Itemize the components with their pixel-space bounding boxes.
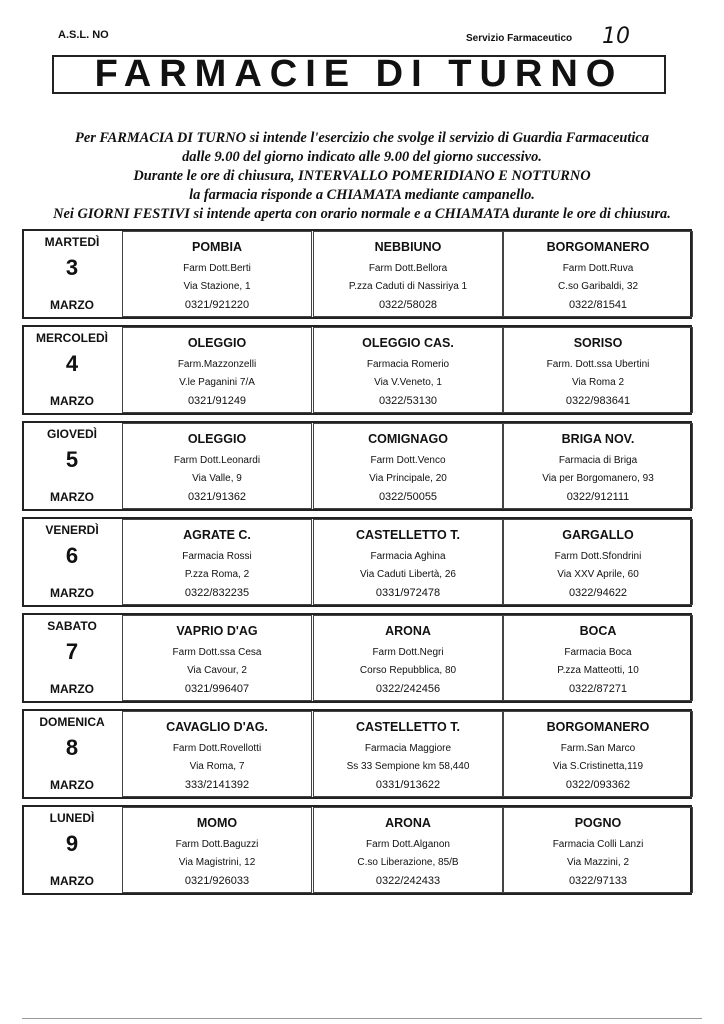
pharmacy-phone: 0322/242456 [375,683,441,695]
pharmacy-town: COMIGNAGO [368,432,448,446]
pharmacy-address: Via Magistrini, 12 [178,857,256,868]
pharmacy-phone: 0321/91362 [187,491,247,503]
pharmacy-address: Via per Borgomanero, 93 [542,473,654,484]
pharmacy-name: Farmacia Aghina [370,551,446,562]
pharmacy-card [122,519,312,605]
pharmacy-town: CASTELLETTO T. [356,720,460,734]
pharmacy-address: Via Mazzini, 2 [566,857,630,868]
pharmacy-name: Farm Dott.Ruva [562,263,634,274]
pharmacy-address: C.so Garibaldi, 32 [557,281,639,292]
pharmacy-town: CAVAGLIO D'AG. [166,720,268,734]
weekday: SABATO [47,619,97,633]
pharmacy-card [313,615,503,701]
pharmacy-town: POMBIA [192,240,242,254]
month: MARZO [50,586,94,600]
pharmacy-address: Via Roma, 7 [189,761,245,772]
intro-line: Durante le ore di chiusura, INTERVALLO POMERIDIANO E NOTTURNO [133,168,591,184]
day-row [22,709,692,799]
weekday: LUNEDÌ [49,811,95,825]
pharmacy-name: Farm Dott.Rovellotti [172,743,262,754]
pharmacy-card [503,423,693,509]
pharmacy-address: P.zza Caduti di Nassiriya 1 [348,281,468,292]
pharmacy-address: P.zza Matteotti, 10 [557,665,639,676]
weekday: MERCOLEDÌ [36,331,108,345]
pharmacy-address: Via Stazione, 1 [183,281,251,292]
intro-line: Nei GIORNI FESTIVI si intende aperta con orario normale e a CHIAMATA durante le ore di chiusura. [53,206,671,222]
pharmacy-phone: 0321/926033 [184,875,250,887]
pharmacy-town: MOMO [196,816,238,830]
pharmacy-card [503,807,693,893]
date-cell [24,231,120,317]
pharmacy-name: Farm Dott.Leonardi [173,455,261,466]
pharmacy-town: CASTELLETTO T. [356,528,460,542]
month: MARZO [50,874,94,888]
pharmacy-phone: 0322/912111 [566,491,630,503]
pharmacy-card [122,615,312,701]
service-label: Servizio Farmaceutico [466,33,573,44]
pharmacy-card [122,423,312,509]
date-cell [24,423,120,509]
pharmacy-town: ARONA [385,624,431,638]
day-row [22,517,692,607]
pharmacy-name: Farmacia Rossi [182,551,252,562]
pharmacy-name: Farm Dott.Venco [370,455,446,466]
day-number: 3 [65,255,79,280]
date-cell [24,519,120,605]
pharmacy-card [503,327,693,413]
pharmacy-name: Farmacia Maggiore [364,743,452,754]
day-number: 5 [65,447,79,472]
day-row [22,325,692,415]
date-cell [24,807,120,893]
pharmacy-card [503,615,693,701]
weekday: VENERDÌ [45,523,99,537]
pharmacy-address: Via XXV Aprile, 60 [557,569,639,580]
pharmacy-address: Via Principale, 20 [369,473,447,484]
pharmacy-phone: 0322/242433 [375,875,441,887]
day-row [22,421,692,511]
pharmacy-town: BRIGA NOV. [561,432,635,446]
pharmacy-town: ARONA [385,816,431,830]
pharmacy-address: Via Roma 2 [571,377,625,388]
pharmacy-phone: 0322/94622 [568,587,628,599]
pharmacy-address: Via S.Cristinetta,119 [552,761,644,772]
pharmacy-town: VAPRIO D'AG [176,624,258,638]
pharmacy-address: Corso Repubblica, 80 [359,665,457,676]
pharmacy-name: Farm Dott.Alganon [366,839,450,850]
pharmacy-name: Farm Dott.Sfondrini [554,551,642,562]
weekday: DOMENICA [39,715,105,729]
pharmacy-card [503,231,693,317]
pharmacy-name: Farm Dott.Negri [372,647,444,658]
pharmacy-town: GARGALLO [562,528,634,542]
date-cell [24,615,120,701]
pharmacy-phone: 0322/093362 [565,779,631,791]
day-number: 6 [65,543,79,568]
intro-line: la farmacia risponde a CHIAMATA mediante campanello. [189,187,535,203]
pharmacy-town: BORGOMANERO [546,720,650,734]
bottom-rule [22,1018,702,1019]
pharmacy-card [313,711,503,797]
pharmacy-card [122,711,312,797]
intro-line: dalle 9.00 del giorno indicato alle 9.00 del giorno successivo. [182,149,542,165]
pharmacy-name: Farm Dott.Berti [183,263,251,274]
day-number: 8 [65,735,79,760]
pharmacy-name: Farm.Mazzonzelli [177,359,257,370]
page-title: FARMACIE DI TURNO [52,55,666,94]
pharmacy-phone: 0322/53130 [378,395,438,407]
pharmacy-card [313,423,503,509]
pharmacy-phone: 333/2141392 [184,779,250,791]
pharmacy-phone: 0321/921220 [184,299,250,311]
day-number: 7 [65,639,79,664]
pharmacy-name: Farmacia Colli Lanzi [552,839,644,850]
pharmacy-card [313,327,503,413]
pharmacy-card [313,231,503,317]
pharmacy-address: Ss 33 Sempione km 58,440 [346,761,470,772]
month: MARZO [50,682,94,696]
pharmacy-address: P.zza Roma, 2 [184,569,250,580]
month: MARZO [50,298,94,312]
pharmacy-town: SORISO [573,336,623,350]
pharmacy-name: Farmacia di Briga [558,455,638,466]
pharmacy-phone: 0321/996407 [184,683,250,695]
pharmacy-address: V.le Paganini 7/A [179,377,255,388]
pharmacy-address: Via V.Veneto, 1 [374,377,442,388]
pharmacy-town: OLEGGIO CAS. [362,336,454,350]
month: MARZO [50,778,94,792]
day-row [22,805,692,895]
day-number: 9 [65,831,79,856]
pharmacy-phone: 0322/87271 [568,683,628,695]
pharmacy-town: BOCA [579,624,617,638]
pharmacy-address: Via Valle, 9 [192,473,242,484]
pharmacy-card [122,807,312,893]
pharmacy-address: C.so Liberazione, 85/B [357,857,459,868]
pharmacy-card [122,231,312,317]
day-row [22,229,692,319]
month: MARZO [50,490,94,504]
pharmacy-phone: 0321/91249 [187,395,247,407]
pharmacy-card [503,519,693,605]
pharmacy-town: BORGOMANERO [546,240,650,254]
pharmacy-card [313,807,503,893]
pharmacy-phone: 0322/81541 [568,299,628,311]
pharmacy-town: POGNO [574,816,622,830]
pharmacy-address: Via Caduti Libertà, 26 [360,569,456,580]
pharmacy-card [313,519,503,605]
day-row [22,613,692,703]
pharmacy-phone: 0322/50055 [378,491,438,503]
pharmacy-card [122,327,312,413]
pharmacy-phone: 0322/983641 [565,395,631,407]
intro-text [20,129,704,224]
day-number: 4 [65,351,79,376]
pharmacy-name: Farm Dott.Bellora [368,263,448,274]
weekday: MARTEDÌ [44,235,100,249]
weekday: GIOVEDÌ [46,427,97,441]
date-cell [24,327,120,413]
page-number: 10 [602,24,630,49]
pharmacy-name: Farm.San Marco [560,743,636,754]
asl-label: A.S.L. NO [58,29,109,41]
pharmacy-name: Farmacia Romerio [366,359,450,370]
month: MARZO [50,394,94,408]
pharmacy-phone: 0322/832235 [184,587,250,599]
pharmacy-town: NEBBIUNO [374,240,442,254]
pharmacy-phone: 0331/972478 [375,587,441,599]
pharmacy-name: Farm Dott.ssa Cesa [172,647,262,658]
date-cell [24,711,120,797]
pharmacy-name: Farmacia Boca [564,647,632,658]
pharmacy-phone: 0322/97133 [568,875,628,887]
pharmacy-name: Farm. Dott.ssa Ubertini [546,359,650,370]
pharmacy-town: OLEGGIO [187,432,247,446]
pharmacy-card [503,711,693,797]
pharmacy-phone: 0322/58028 [378,299,438,311]
pharmacy-name: Farm Dott.Baguzzi [175,839,259,850]
pharmacy-address: Via Cavour, 2 [187,665,247,676]
pharmacy-town: OLEGGIO [187,336,247,350]
intro-line: Per FARMACIA DI TURNO si intende l'esercizio che svolge il servizio di Guardia Farmaceutica [75,130,649,146]
pharmacy-town: AGRATE C. [183,528,251,542]
pharmacy-phone: 0331/913622 [375,779,441,791]
